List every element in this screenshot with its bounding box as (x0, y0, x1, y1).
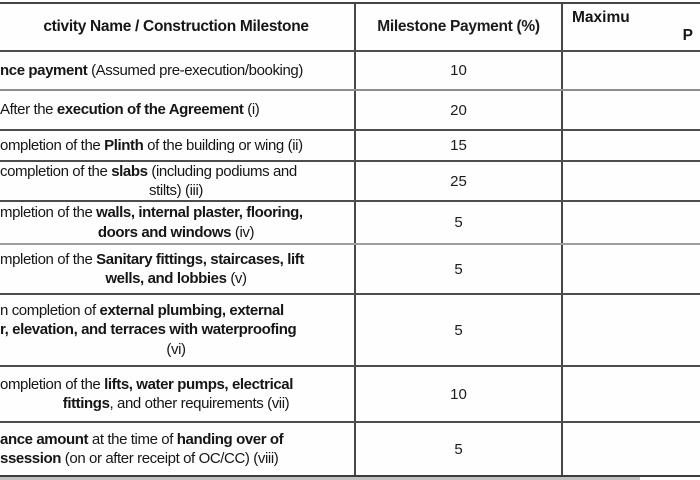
payment-cell: 15 (356, 131, 563, 160)
milestone-cell (0, 131, 356, 160)
table-row (0, 52, 700, 91)
milestone-line: ompletion of the lifts, water pumps, electrical (0, 375, 294, 393)
max-payment-cell (563, 91, 700, 129)
milestone-cell (0, 423, 356, 475)
max-payment-cell (563, 162, 700, 200)
table-body (0, 52, 700, 477)
table-row (0, 245, 700, 295)
milestone-line: completion of the slabs (including podiums and (0, 162, 297, 180)
header-milestone-payment: Milestone Payment (%) (356, 4, 563, 50)
payment-cell: 5 (356, 295, 563, 365)
table-row (0, 295, 700, 367)
milestone-line: ance amount at the time of handing over of (0, 430, 284, 448)
table-row (0, 91, 700, 131)
milestone-cell (0, 295, 356, 365)
header-maximum-payment (563, 4, 700, 50)
milestone-line: mpletion of the Sanitary fittings, staircases, lift (0, 250, 304, 268)
milestone-line: wells, and lobbies (v) (105, 270, 247, 287)
payment-cell: 5 (356, 202, 563, 243)
milestone-line: After the execution of the Agreement (i) (0, 101, 260, 119)
milestone-line: (vi) (166, 340, 186, 358)
milestone-line: mpletion of the walls, internal plaster, flooring, (0, 204, 303, 221)
table-header-row (0, 4, 700, 52)
max-payment-cell (563, 367, 700, 421)
milestone-line: stilts) (iii) (149, 182, 203, 199)
milestone-cell (0, 91, 356, 129)
max-payment-cell (563, 52, 700, 89)
table-row (0, 202, 700, 245)
milestone-cell (0, 245, 356, 293)
milestone-cell (0, 202, 356, 243)
header-maximum-line1: Maximu (572, 9, 630, 26)
max-payment-cell (563, 202, 700, 243)
milestone-cell (0, 162, 356, 200)
max-payment-cell (563, 245, 700, 293)
table-row (0, 367, 700, 423)
header-maximum-line2: P (682, 27, 693, 44)
payment-cell: 25 (356, 162, 563, 200)
payment-cell: 10 (356, 52, 563, 89)
milestone-line: n completion of external plumbing, external (0, 301, 284, 319)
milestone-line: nce payment (Assumed pre-execution/booking) (0, 61, 303, 79)
milestone-line: doors and windows (iv) (97, 223, 255, 241)
payment-cell: 5 (356, 245, 563, 293)
payment-cell: 10 (356, 367, 563, 421)
payment-cell: 5 (356, 423, 563, 475)
payment-cell: 20 (356, 91, 563, 129)
table-row (0, 162, 700, 202)
max-payment-cell (563, 295, 700, 365)
milestone-cell (0, 52, 356, 89)
milestone-line: fittings, and other requirements (vii) (62, 395, 290, 412)
milestone-line: ssession (on or after receipt of OC/CC) (viii) (0, 450, 279, 467)
milestone-line: r, elevation, and terraces with waterproofing (0, 321, 297, 339)
max-payment-cell (563, 131, 700, 160)
table-row (0, 131, 700, 162)
table-row (0, 423, 700, 477)
payment-schedule-table (0, 2, 700, 477)
milestone-cell (0, 367, 356, 421)
max-payment-cell (563, 423, 700, 475)
header-activity-name: ctivity Name / Construction Milestone (0, 4, 356, 50)
milestone-line: ompletion of the Plinth of the building or wing (ii) (0, 136, 303, 154)
